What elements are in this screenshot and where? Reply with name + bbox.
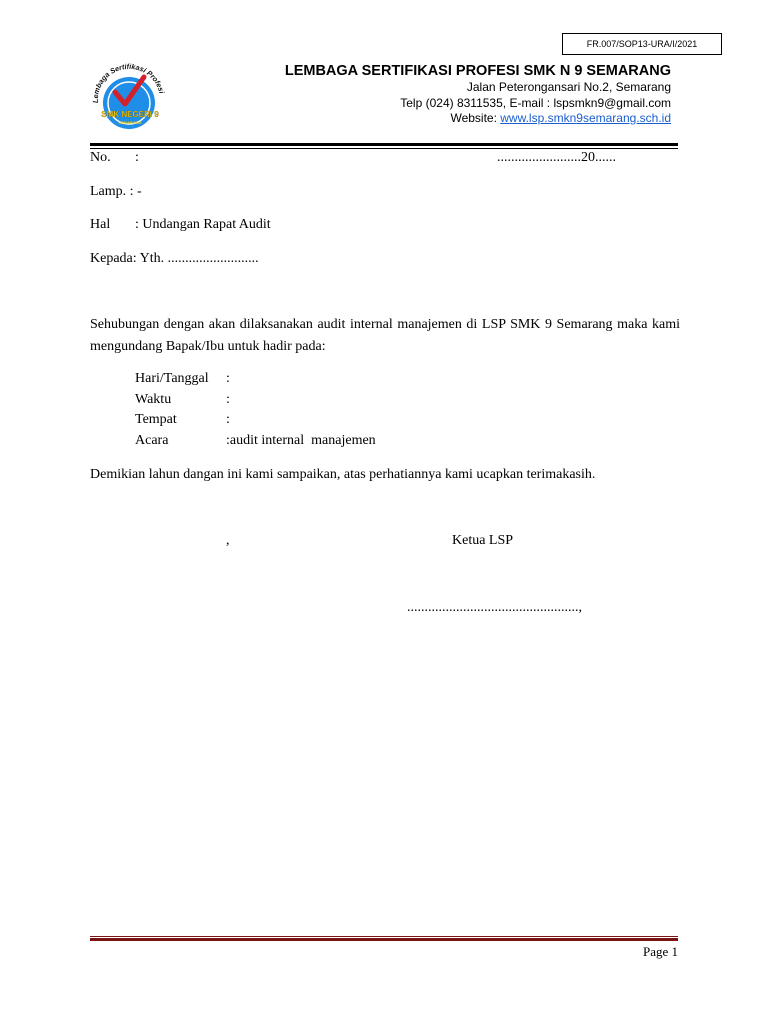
org-phone-email: Telp (024) 8311535, E-mail : lspsmkn9@gmail.com [400,96,671,110]
logo-school-text: SMK NEGERI 9 [101,110,159,119]
detail-label-waktu: Waktu [135,392,172,407]
detail-value-acara: :audit internal manajemen [226,433,376,448]
logo-city-text: SEMARANG [118,120,142,125]
lsp-logo [88,57,168,137]
page-number: Page 1 [642,944,678,959]
form-code: FR.007/SOP13-URA/I/2021 [586,39,698,49]
signer-name: ................................................., [407,600,582,615]
header-rule-thick [90,143,678,146]
kepada-line: Kepada: Yth. .......................... [90,251,259,266]
signer-title: Ketua LSP [452,533,514,548]
footer-rule-thin [90,936,678,937]
website-link[interactable]: www.lsp.smkn9semarang.sch.id [500,111,671,125]
org-address: Jalan Peterongansari No.2, Semarang [466,80,671,94]
detail-value-tempat: : [226,412,230,427]
org-name: LEMBAGA SERTIFIKASI PROFESI SMK N 9 SEMARANG [284,63,671,79]
website-label: Website: [450,111,501,125]
detail-label-hari: Hari/Tanggal [135,371,209,386]
hal-label: Hal [90,217,111,232]
detail-value-hari: : [226,371,230,386]
body-paragraph: Sehubungan dengan akan dilaksanakan audit internal manajemen di LSP SMK 9 Semarang maka kami mengundang Bapak/Ibu untuk hadir pada: [90,317,680,354]
no-colon: : [135,150,139,165]
place-comma: , [226,533,230,548]
date-text: ........................20...... [497,150,616,165]
logo-arc-text: Lembaga Sertifikasi Profesi [90,61,167,104]
closing-line: Demikian lahun dangan ini kami sampaikan, atas perhatiannya kami ucapkan terimakasih. [90,467,596,482]
lamp-line: Lamp. : - [90,184,142,199]
no-label: No. [90,150,111,165]
detail-label-acara: Acara [135,433,169,448]
detail-value-waktu: : [226,392,230,407]
footer-rule-thick [90,938,678,941]
form-code-box [562,33,722,55]
detail-label-tempat: Tempat [135,412,177,427]
hal-value: : Undangan Rapat Audit [135,217,271,232]
org-website [450,111,671,125]
